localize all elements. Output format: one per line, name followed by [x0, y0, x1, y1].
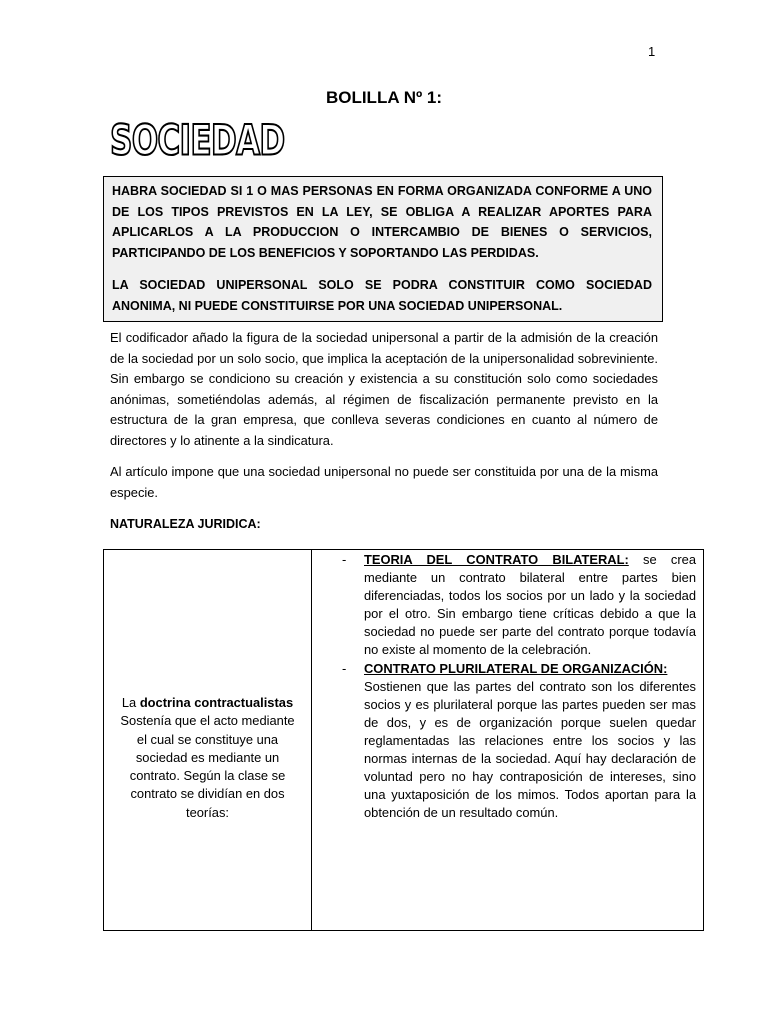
left-cell-rest: Sostenía que el acto mediante el cual se constituye una sociedad es mediante un contrato. Según la clase se contrato se dividían en dos teorías: [120, 713, 295, 820]
section-title: NATURALEZA JURIDICA: [110, 517, 261, 531]
table-right-cell [312, 550, 703, 930]
body-paragraph-1-text: El codificador añado la figura de la sociedad unipersonal a partir de la admisión de la creación de la sociedad por un solo socio, que implica la aceptación de la unipersonalidad sobreviniente. Sin embargo se condiciono su creación y existencia a su constitución solo como sociedades anónimas, sometiéndolas además, al régimen de fiscalización permanente previsto en la estructura de la gran empresa, que conlleva severas condiciones en cuanto al número de directores y lo atinente a la sindicatura. [110, 330, 658, 448]
page-number: 1 [648, 44, 656, 59]
item-title: CONTRATO PLURILATERAL DE ORGANIZACIÓN: [364, 660, 668, 676]
definition-box [103, 176, 663, 322]
body-paragraph-1 [110, 328, 658, 452]
table-left-cell [104, 550, 312, 930]
definition-paragraph-1: HABRA SOCIEDAD SI 1 O MAS PERSONAS EN FORMA ORGANIZADA CONFORME A UNO DE LOS TIPOS PREVISTOS EN LA LEY, SE OBLIGA A REALIZAR APORTES PARA APLICARLOS A LA PRODUCCION O INTERCAMBIO DE BIENES O SERVICIOS, PARTICIPANDO DE LOS BENEFICIOS Y SOPORTANDO LAS PERDIDAS. [112, 184, 652, 260]
item-2-body: Sostienen que las partes del contrato son los diferentes socios y es plurilateral porque las partes pueden ser mas de dos, y es de organización porque suelen quedar reglamentadas las relaciones entre los socios y las normas internas de la sociedad. Aquí hay declaración de voluntad pero no hay contraposición de intereses, sino una yuxtaposición de los mimos. Todos aportan para la obtención de un resultado común. [364, 678, 696, 821]
item-title: TEORIA DEL CONTRATO BILATERAL: [364, 552, 629, 567]
page-heading: BOLILLA Nº 1: [325, 88, 443, 107]
list-dash: - [342, 660, 347, 676]
left-cell-text [118, 694, 297, 821]
body-paragraph-2-text: Al artículo impone que una sociedad unipersonal no puede ser constituida por una de la misma especie. [110, 464, 658, 500]
left-cell-prefix: La [121, 695, 140, 711]
body-paragraph-2 [110, 462, 658, 503]
item-text: se crea mediante un contrato bilateral entre partes bien diferenciadas, todos los socios por un lado y la sociedad por el otro. Sin embargo tiene críticas debido a que la sociedad no puede ser parte del contrato porque todavía no existe al momento de la celebración. [364, 552, 696, 658]
list-item [342, 551, 696, 660]
wordart-title: SOCIEDAD [110, 116, 285, 166]
definition-paragraph-2: LA SOCIEDAD UNIPERSONAL SOLO SE PODRA CONSTITUIR COMO SOCIEDAD ANONIMA, NI PUEDE CONSTITUIRSE POR UNA SOCIEDAD UNIPERSONAL. [112, 278, 652, 313]
list-dash: - [342, 552, 347, 567]
left-cell-bold: doctrina contractualistas [139, 695, 294, 711]
list-item [342, 660, 696, 678]
naturaleza-table [103, 549, 704, 931]
